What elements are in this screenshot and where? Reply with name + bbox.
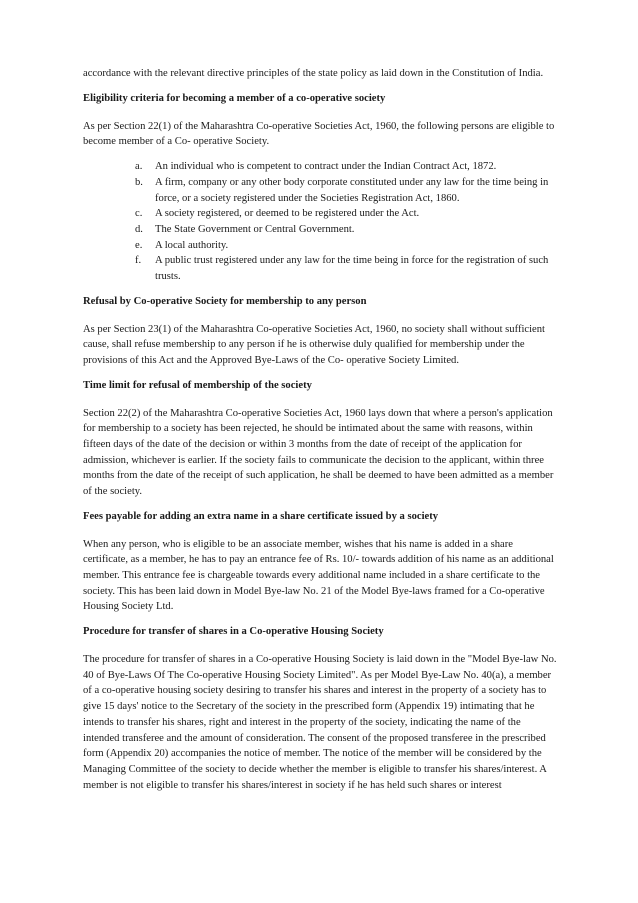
section-heading-refusal: Refusal by Co-operative Society for membership to any person: [83, 295, 367, 307]
section-heading-transfer: Procedure for transfer of shares in a Co-operative Housing Society: [83, 626, 384, 638]
intro-paragraph: accordance with the relevant directive principles of the state policy as laid down in the Constitution of India.: [83, 68, 544, 79]
list-marker: f.: [135, 255, 142, 267]
list-marker: c.: [135, 208, 143, 220]
list-item: [135, 175, 559, 206]
section-heading-eligibility: Eligibility criteria for becoming a member of a co-operative society: [83, 92, 386, 104]
section-text-refusal: As per Section 23(1) of the Maharashtra Co-operative Societies Act, 1960, no society shall without sufficient cause, shall refuse membership to any person if he is otherwise duly qualified for membership under the provisions of this Act and the Approved Bye-Laws of the Co- operative Society Limited.: [83, 323, 545, 366]
section-heading-fees: Fees payable for adding an extra name in a share certificate issued by a society: [83, 510, 439, 522]
list-item-text: A society registered, or deemed to be registered under the Act.: [155, 208, 420, 220]
document-page: [83, 66, 559, 803]
list-item: [135, 206, 559, 222]
list-marker: d.: [135, 224, 143, 235]
section-heading-time-limit: Time limit for refusal of membership of the society: [83, 379, 312, 391]
list-item-text: A local authority.: [155, 239, 229, 251]
section-text-fees: When any person, who is eligible to be an associate member, wishes that his name is added in a share certificate, as a member, he has to pay an entrance fee of Rs. 10/- towards addition of his name as an additional member. This entrance fee is chargeable towards every additional name included in a share certificate to the society. This has been laid down in Model Bye-law No. 21 of the Model Bye-laws framed for a Co-operative Housing Society Ltd.: [83, 538, 554, 613]
list-marker: a.: [135, 161, 143, 173]
list-item-text: A public trust registered under any law for the time being in force for the registration of such trusts.: [155, 255, 549, 283]
list-item: [135, 222, 559, 238]
list-item-text: The State Government or Central Government.: [155, 224, 355, 235]
list-item-text: An individual who is competent to contract under the Indian Contract Act, 1872.: [155, 161, 497, 173]
eligible-persons-list: [83, 159, 559, 285]
list-item: [135, 253, 559, 284]
list-item-text: A firm, company or any other body corporate constituted under any law for the time being in force, or a society registered under the Societies Registration Act, 1860.: [155, 176, 549, 204]
list-item: [135, 238, 559, 254]
section-text-time-limit: Section 22(2) of the Maharashtra Co-operative Societies Act, 1960 lays down that where a person's application for membership to a society has been rejected, he should be intimated about the same with reasons, within fifteen days of the date of the decision or within 3 months from the date of receipt of the application for admission, whichever is earlier. If the society fails to communicate the decision to the applicant, within three months from the date of the receipt of such application, he shall be deemed to have been admitted as a member of the society.: [83, 407, 554, 498]
section-text-transfer: The procedure for transfer of shares in a Co-operative Housing Society is laid down in the "Model Bye-law No. 40 of Bye-Laws Of The Co-operative Housing Society Limited". As per Model Bye-Law No. 40(a), a member of a co-operative housing society desiring to transfer his shares and interest in the property of a society has to give 15 days' notice to the Secretary of the society in the prescribed form (Appendix 19) intimating that he intends to transfer his shares, right and interest in the property of the society, indicating the name of the intended transferee and the amount of consideration. The consent of the proposed transferee in the prescribed form (Appendix 20) accompanies the notice of member. The notice of the member will be considered by the Managing Committee of the society to decide whether the member is eligible to transfer his shares/interest. A member is not eligible to transfer his shares/interest in society if he has held such shares or interest: [83, 654, 557, 791]
list-marker: b.: [135, 176, 143, 188]
list-item: [135, 159, 559, 175]
list-marker: e.: [135, 239, 143, 251]
section-text-eligibility: As per Section 22(1) of the Maharashtra Co-operative Societies Act, 1960, the following persons are eligible to become member of a Co- operative Society.: [83, 120, 555, 148]
